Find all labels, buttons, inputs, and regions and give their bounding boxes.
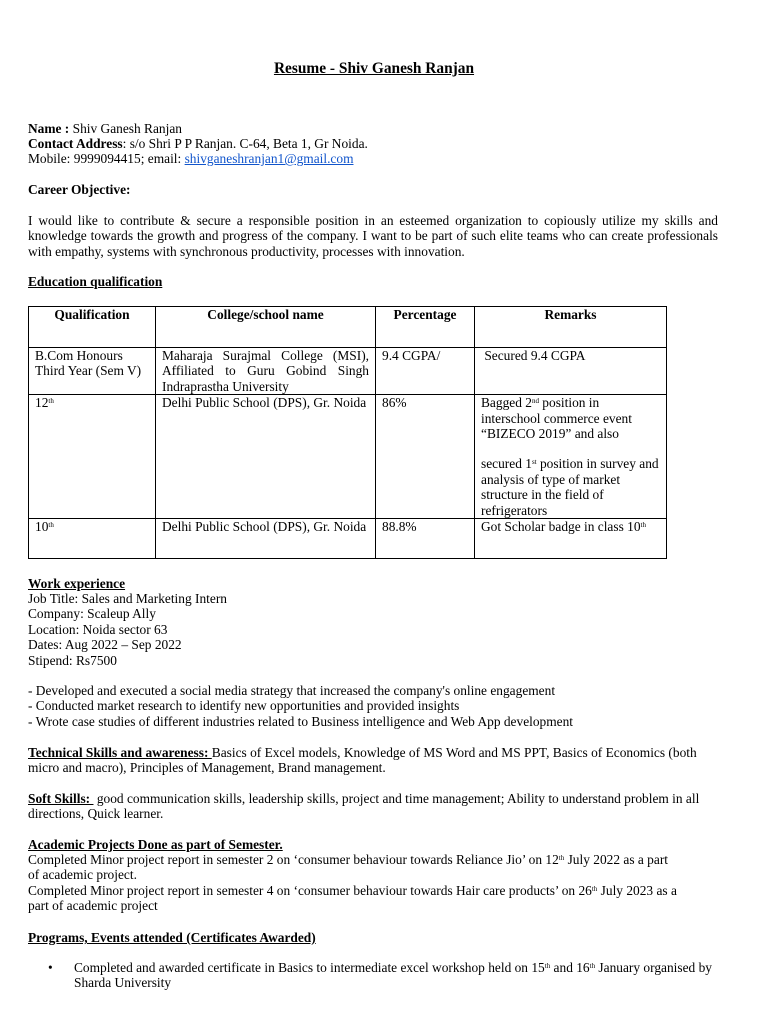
remarks-text: Got Scholar badge in class 10 [481,519,641,535]
contact-mobile [28,151,353,166]
cell-percentage: 88.8% [376,519,475,559]
technical-skills [28,745,718,776]
cell-qualification [29,395,156,519]
stipend: Stipend: Rs7500 [28,652,117,668]
remarks-b-sup: st [531,458,537,467]
contact-name [28,121,182,136]
project2-text-end: July 2023 as a [597,883,677,898]
remarks-a-text1: Bagged 2 [481,395,532,411]
email-link[interactable]: shivganeshranjan1@gmail.com [184,151,354,166]
qualification-sup: th [48,521,54,530]
work-points [28,683,573,729]
work-point: - Wrote case studies of different industries related to Business intelligence and Web App development [28,713,574,729]
soft-skills [28,791,718,822]
location: Location: Noida sector 63 [28,621,168,637]
soft-heading: Soft Skills: [28,791,94,806]
qualification-sup: th [48,397,54,406]
project2-line2: part of academic project [28,898,158,914]
remarks-spacer [481,441,660,456]
work-details [28,591,227,668]
cell-percentage: 9.4 CGPA/ [376,348,475,395]
cell-college: Maharaja Surajmal College (MSI), Affiliated to Guru Gobind Singh Indraprastha University [156,348,376,395]
mobile-text: Mobile: 9999094415; email: [28,151,185,166]
academic-heading-text: Academic Projects Done as part of Semester. [28,837,283,852]
work-heading-text: Work experience [28,576,126,591]
table-row [29,395,667,519]
work-point: - Conducted market research to identify new opportunities and provided insights [28,698,460,714]
project2-line1 [28,883,720,898]
remarks-b-text1: secured 1 [481,456,532,472]
name-label: Name : [28,121,73,136]
qualification-text: 10 [35,519,49,535]
academic-project-2 [28,883,720,914]
academic-heading [28,837,283,852]
cell-qualification [29,519,156,559]
soft-text: good communication skills, leadership skills, project and time management; Ability to understand problem in all directions, Quick learner. [28,791,703,822]
programs-heading-text: Programs, Events attended (Certificates Awarded) [28,930,316,945]
technical-heading: Technical Skills and awareness: [28,745,212,760]
project1-sup: th [558,854,565,862]
career-heading-text: Career Objective: [28,182,131,197]
project2-sup: th [591,885,598,893]
career-heading [28,182,131,197]
education-heading [28,274,162,289]
remarks-part-a [481,395,660,441]
program-text: Completed and awarded certificate in Basics to intermediate excel workshop held on 15 [74,960,545,975]
header-qualification: Qualification [29,307,156,348]
program-sup1: th [544,962,551,970]
remarks-b-text2: position in survey and analysis of type of market structure in the field of refrigerators [481,456,659,518]
name-value: Shiv Ganesh Ranjan [72,121,182,136]
header-college: College/school name [156,307,376,348]
education-heading-text: Education qualification [28,274,163,289]
cell-remarks [475,395,667,519]
project2-text: Completed Minor project report in semester 4 on ‘consumer behaviour towards Hair care products’ on 26 [28,883,592,898]
page-title: Resume - Shiv Ganesh Ranjan [273,60,475,77]
remarks-sup: th [640,521,646,530]
work-point: - Developed and executed a social media strategy that increased the company's online engagement [28,683,556,698]
project1-line2: of academic project. [28,867,137,883]
table-header-row [29,307,667,348]
cell-remarks [475,519,667,559]
education-table [28,306,667,559]
table-row [29,348,667,395]
job-title: Job Title: Sales and Marketing Intern [28,591,227,606]
company: Company: Scaleup Ally [28,606,156,622]
list-item [28,960,718,991]
project1-text-end: July 2022 as a part [564,852,668,867]
cell-remarks: Secured 9.4 CGPA [475,348,667,395]
address-value: : s/o Shri P P Ranjan. C-64, Beta 1, Gr Noida. [122,136,368,151]
cell-college: Delhi Public School (DPS), Gr. Noida [156,395,376,519]
programs-heading [28,930,316,945]
contact-address [28,136,368,151]
remarks-a-sup: nd [531,397,539,406]
dates: Dates: Aug 2022 – Sep 2022 [28,637,182,653]
cell-qualification: B.Com Honours Third Year (Sem V) [29,348,156,395]
table-row [29,519,667,559]
programs-list [28,960,718,991]
technical-text: Basics of Excel models, Knowledge of MS Word and MS PPT, Basics of Economics (both micro and macro), Principles of Management, Brand management. [28,745,697,776]
program-text3: January organised by Sharda University [74,960,712,991]
project1-line1 [28,852,720,867]
remarks-part-b [481,456,660,518]
career-text: I would like to contribute & secure a responsible position in an esteemed organization to copiously utilize my skills and knowledge towards the growth and progress of the company. I want to be part of such elite teams who can create professionals with empathy, systems with synchronous productivity, processes with innovation. [28,213,718,259]
cell-college: Delhi Public School (DPS), Gr. Noida [156,519,376,559]
project1-text: Completed Minor project report in semester 2 on ‘consumer behaviour towards Reliance Jio’ on 12 [28,852,559,867]
academic-project-1 [28,852,720,883]
remarks-a-text2: position in interschool commerce event “BIZECO 2019” and also [481,395,632,442]
work-heading [28,576,125,591]
header-remarks: Remarks [475,307,667,348]
header-percentage: Percentage [376,307,475,348]
address-label: Contact Address [28,136,123,151]
bullet-icon: • [48,960,53,975]
qualification-text: 12 [35,395,49,411]
cell-percentage: 86% [376,395,475,519]
program-text2: and 16 [550,960,590,975]
program-sup2: th [589,962,596,970]
